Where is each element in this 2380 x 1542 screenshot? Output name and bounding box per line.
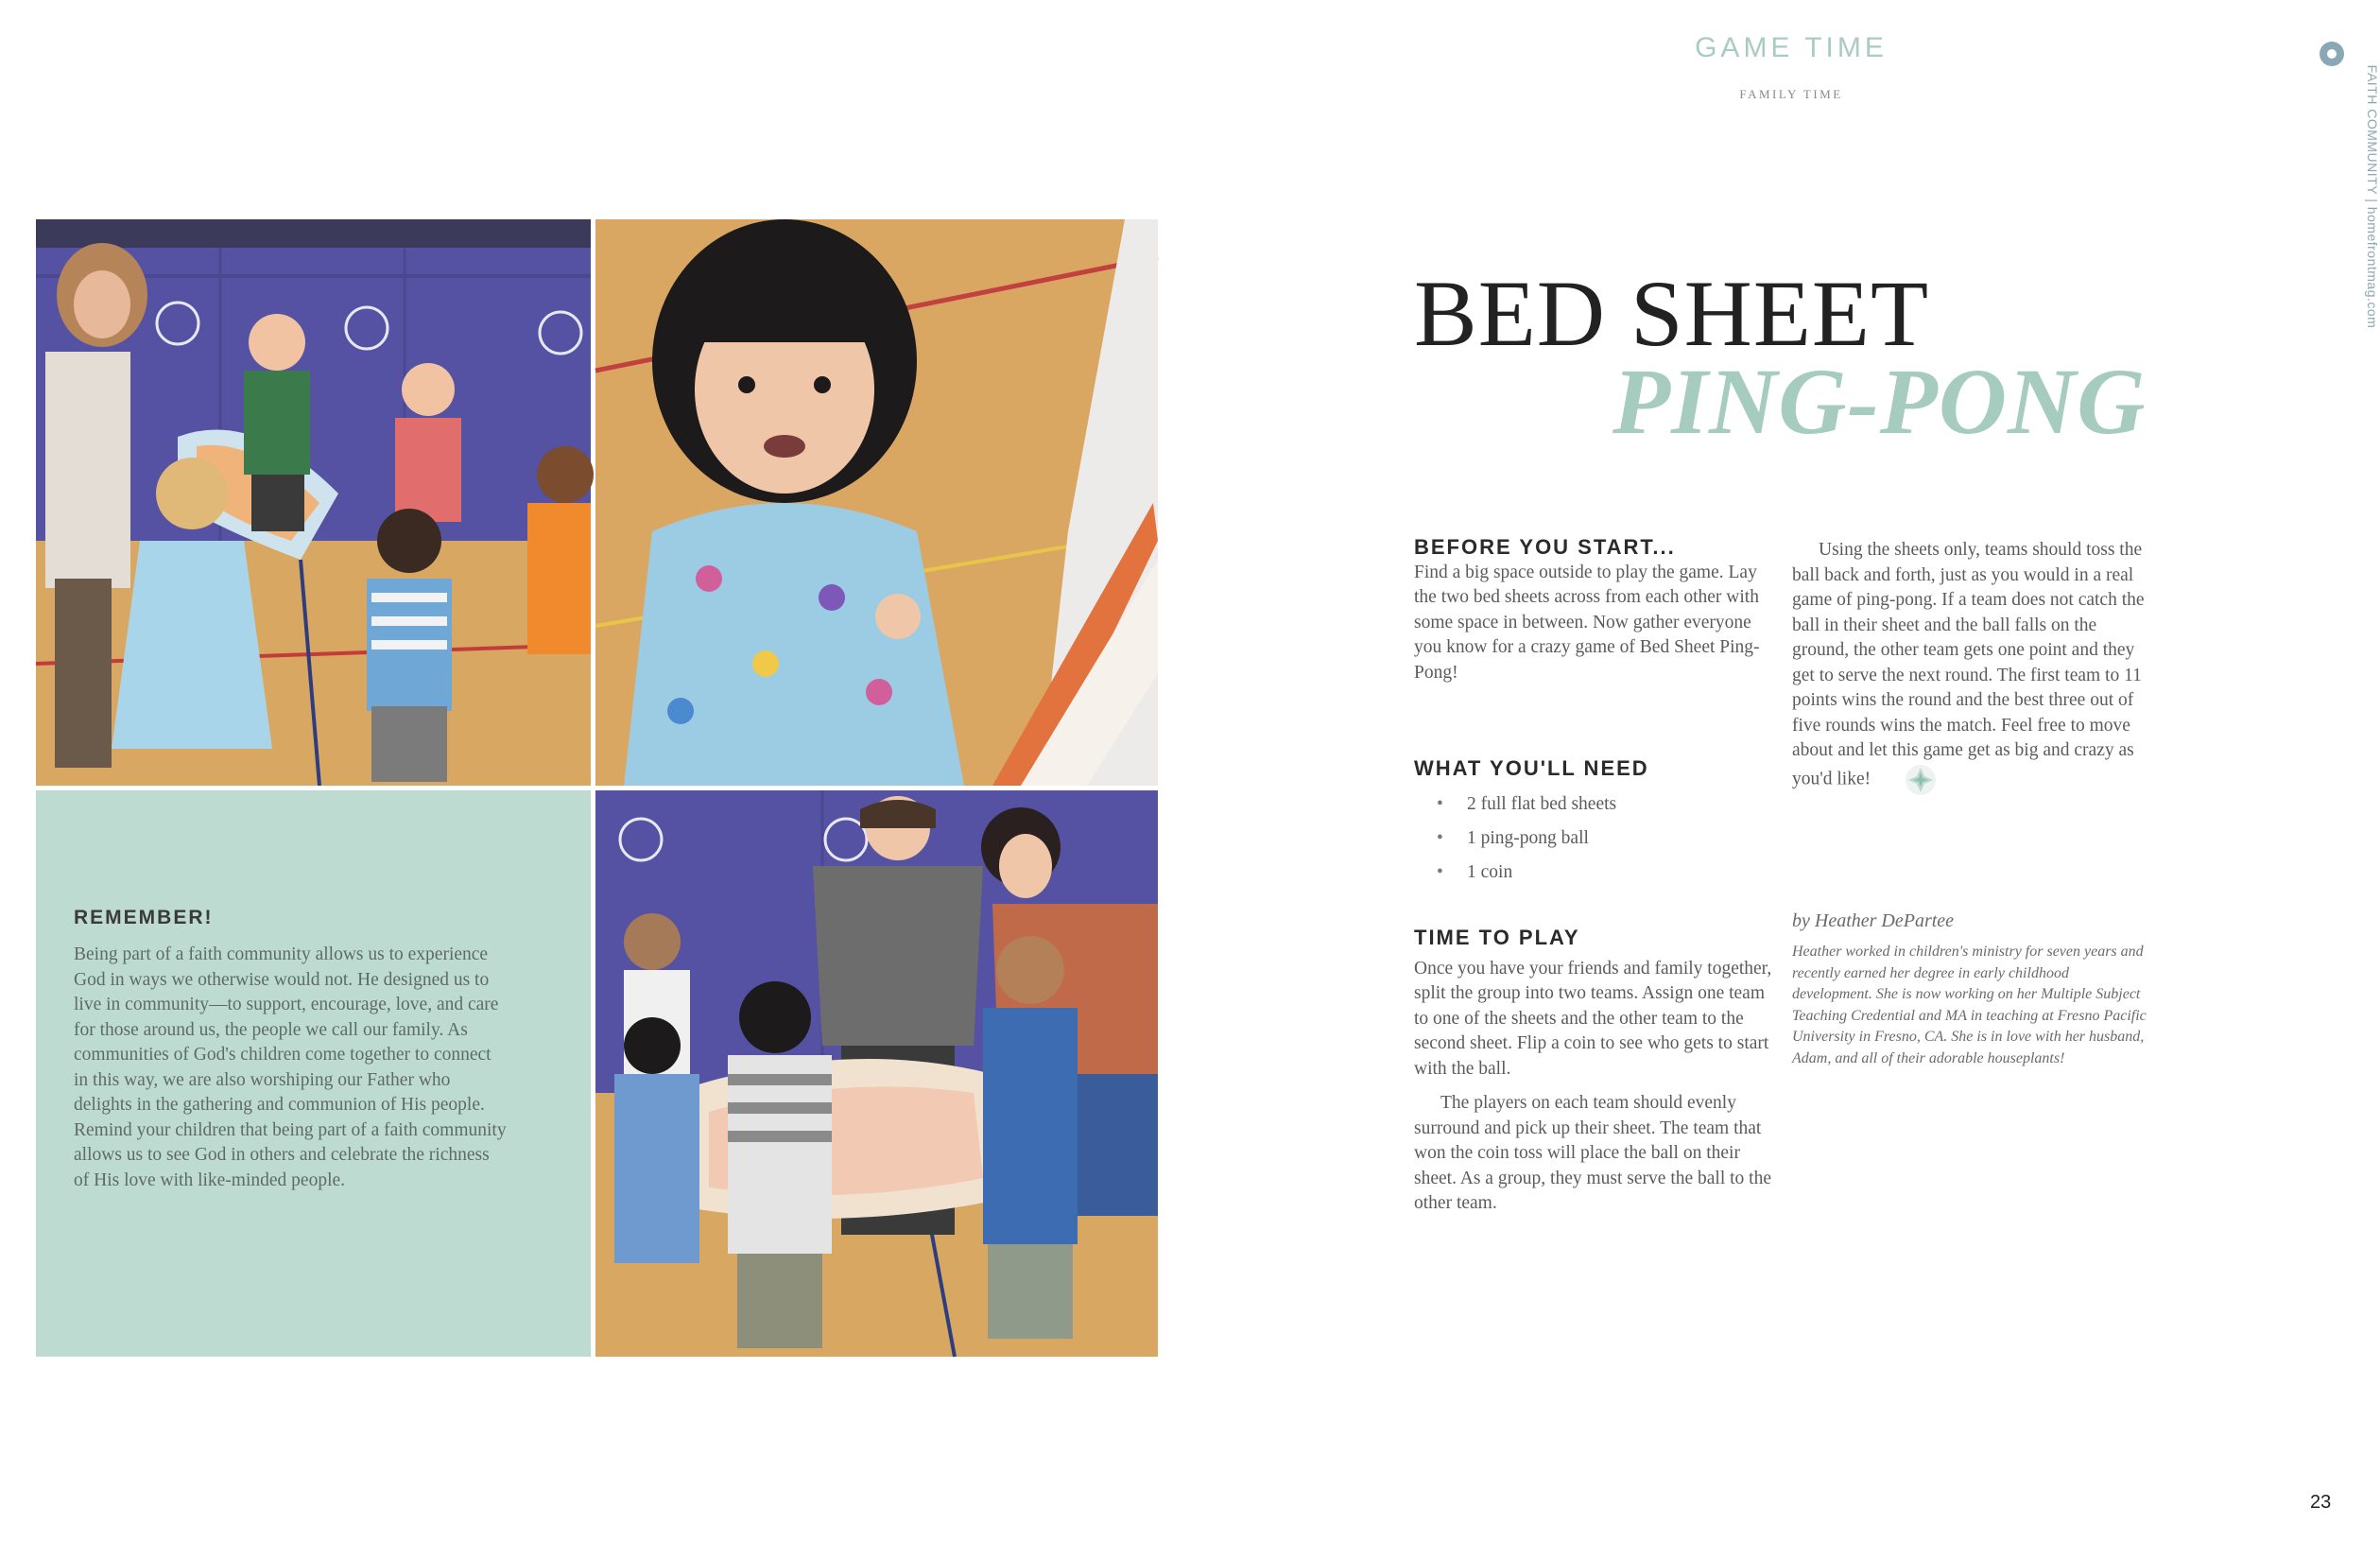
- photo-family-group: [595, 790, 1158, 1357]
- photo-girl-closeup: [595, 219, 1158, 786]
- remember-panel: [36, 790, 591, 1357]
- supply-item: • 2 full flat bed sheets: [1414, 788, 1773, 822]
- rules-continued-section: [1792, 538, 2151, 796]
- remember-body: Being part of a faith community allows us to experience God in ways we otherwise would not. He designed us to live in community—to support, encourage, love, and care for those around us, the people we call our family. As communities of God's children come together to connect in this way, we are also worshiping our Father who delights in the gathering and communion of His people. Remind your children that being part of a faith community allows us to see God in others and celebrate the richness of His love with like-minded people.: [74, 944, 507, 1190]
- supply-list: [1414, 788, 1773, 890]
- author-bio: Heather worked in children's ministry for seven years and recently earned her degree in early childhood development. She is now working on her Multiple Subject Teaching Credential and MA in teaching at Fresno Pacific University in Fresno, CA. She is in love with her husband, Adam, and all of their adorable houseplants!: [1792, 944, 2147, 1066]
- time-to-play-p1: Once you have your friends and family together, split the group into two teams. Assign one team to one of the sheets and the other team to the second sheet. Flip a coin to see who gets to start with the ball.: [1414, 958, 1772, 1079]
- what-you-need-section: [1414, 756, 1773, 890]
- supply-item: • 1 coin: [1414, 856, 1773, 890]
- end-mark-icon: [1878, 764, 1910, 796]
- remember-title: REMEMBER!: [74, 907, 214, 928]
- before-you-start-section: [1414, 535, 1773, 685]
- page-number: 23: [2310, 1492, 2332, 1513]
- rules-paragraph: [1792, 538, 2151, 796]
- side-tab-label: FAITH COMMUNITY | homefrontmag.com: [2365, 64, 2380, 329]
- what-you-need-heading: WHAT YOU'LL NEED: [1414, 756, 1649, 780]
- byline-text: by Heather DePartee: [1792, 910, 1955, 931]
- time-to-play-p2: The players on each team should evenly surround and pick up their sheet. The team that won the coin toss will place the ball on their sheet. As a group, they must serve the ball to the other team.: [1414, 1093, 1772, 1213]
- photo-kids-circle: [36, 219, 591, 786]
- section-subtitle: FAMILY TIME: [1739, 87, 1843, 101]
- time-to-play-heading: TIME TO PLAY: [1414, 926, 1580, 949]
- rules-text: Using the sheets only, teams should toss the ball back and forth, just as you would in a real game of ping-pong. If a team does not catch the ball in their sheet and the ball falls on the ground, the other team gets one point and they get to serve the next round. The first team to 11 points wins the round and the best three out of five rounds wins the match. Feel free to move about and let this game get as big and crazy as you'd like!: [1792, 540, 2145, 788]
- before-you-start-body: Find a big space outside to play the game. Lay the two bed sheets across from each other with some space in between. Now gather everyone you know for a crazy game of Bed Sheet Ping-Pong!: [1414, 562, 1760, 683]
- title-line-1: BED SHEET: [1414, 261, 1930, 366]
- section-kicker: GAME TIME: [1695, 32, 1888, 63]
- supply-item: • 1 ping-pong ball: [1414, 822, 1773, 856]
- before-you-start-heading: BEFORE YOU START...: [1414, 535, 1676, 559]
- author-byline: [1792, 910, 2151, 1069]
- time-to-play-section: [1414, 926, 1773, 1217]
- title-line-2: PING-PONG: [1613, 349, 2147, 454]
- flower-badge-icon: [2320, 42, 2344, 66]
